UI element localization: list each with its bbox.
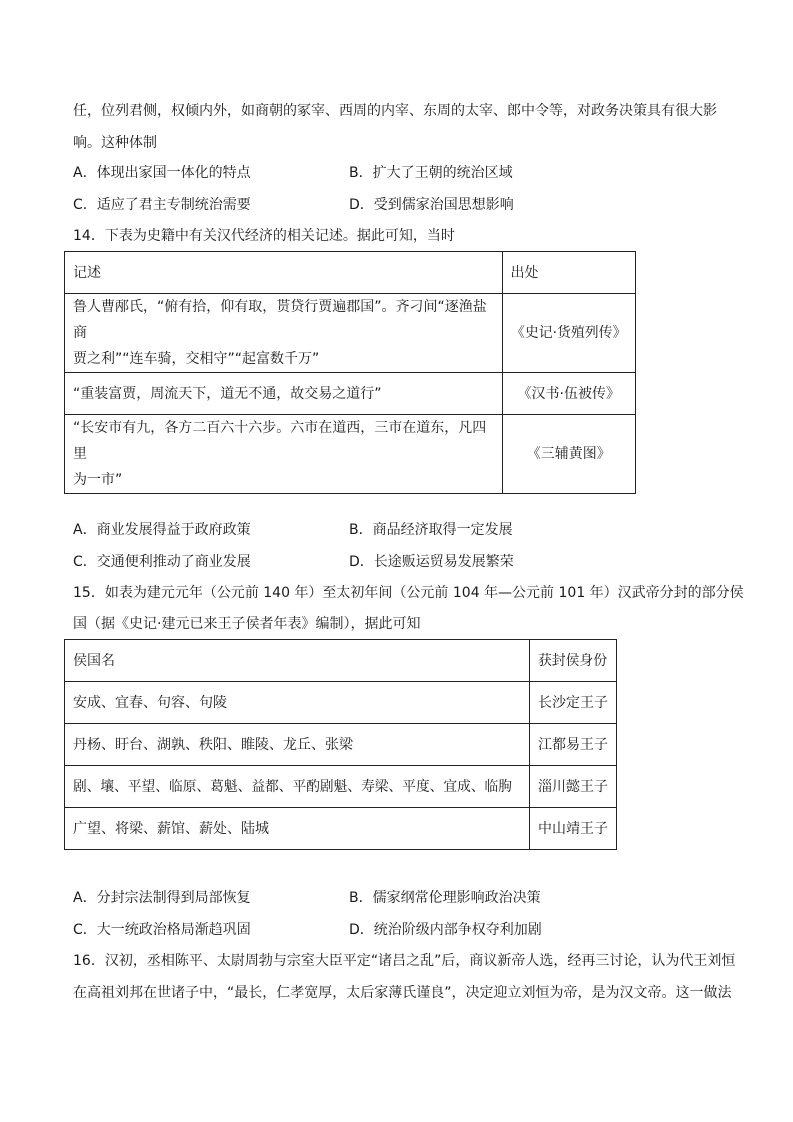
q13-option-a: A．体现出家国一体化的特点 [73,165,251,181]
table-header-cell: 记述 [65,252,503,294]
q13-option-c: C．适应了君主专制统治需要 [73,197,251,213]
q15-stem-line2: 国（据《史记·建元已来王子侯者年表》编制），据此可知 [73,616,421,632]
q15-option-d: D．统治阶级内部争权夺利加剧 [349,922,542,938]
table-header-cell: 出处 [502,252,635,294]
table-cell: 《史记·货殖列传》 [502,294,635,373]
table-row [65,682,617,724]
q13-stem-line2: 响。这种体制 [73,135,157,151]
table-cell: 《三辅黄图》 [502,415,635,494]
q15-table [64,639,617,850]
table-header-cell: 侯国名 [65,640,530,682]
table-cell: 长沙定王子 [530,682,617,724]
table-row [65,415,636,494]
q15-option-c: C．大一统政治格局渐趋巩固 [73,922,251,938]
table-cell [65,294,503,373]
table-header-row [65,252,636,294]
table-cell: 安成、宜春、句容、句陵 [65,682,530,724]
table-row [65,294,636,373]
q15-option-b: B．儒家纲常伦理影响政治决策 [349,890,541,906]
cell-line: 为一市” [73,472,123,488]
table-cell: 丹杨、盱台、湖孰、秩阳、睢陵、龙丘、张梁 [65,724,530,766]
table-cell: 中山靖王子 [530,808,617,850]
q13-option-d: D．受到儒家治国思想影响 [349,197,514,213]
table-cell: “重装富贾，周流天下，道无不通，故交易之道行” [65,373,503,415]
table-cell: 广望、将梁、薪馆、薪处、陆城 [65,808,530,850]
q14-option-c: C．交通便利推动了商业发展 [73,554,251,570]
q15-option-a: A．分封宗法制得到局部恢复 [73,890,251,906]
table-row [65,766,617,808]
q16-stem-line2: 在高祖刘邦在世诸子中，“最长，仁孝宽厚，太后家薄氏谨良”，决定迎立刘恒为帝，是为汉文帝。这一做法 [73,985,732,1001]
q13-option-b: B．扩大了王朝的统治区域 [349,165,513,181]
table-row [65,808,617,850]
table-cell: 剧、壤、平望、临原、葛魁、益都、平酌剧魁、寿梁、平度、宜成、临朐 [65,766,530,808]
table-row [65,373,636,415]
q14-option-b: B．商品经济取得一定发展 [349,522,513,538]
table-cell [65,415,503,494]
cell-line: 鲁人曹邴氏，“俯有拾，仰有取，贳贷行贾遍郡国”。齐刁间“逐渔盐商 [73,299,487,341]
table-header-cell: 获封侯身份 [530,640,617,682]
table-header-row [65,640,617,682]
q14-option-a: A．商业发展得益于政府政策 [73,522,251,538]
table-row [65,724,617,766]
table-cell: 《汉书·伍被传》 [502,373,635,415]
table-cell: 江都易王子 [530,724,617,766]
q13-stem-line1: 任，位列君侧，权倾内外，如商朝的冢宰、西周的内宰、东周的太宰、郎中令等，对政务决策具有很大影 [73,103,717,119]
q14-option-d: D．长途贩运贸易发展繁荣 [349,554,514,570]
q16-stem-line1: 16．汉初，丞相陈平、太尉周勃与宗室大臣平定“诸吕之乱”后，商议新帝人选，经再三讨论，认为代王刘恒 [73,953,736,969]
q14-table [64,251,636,494]
table-cell: 淄川懿王子 [530,766,617,808]
q14-stem: 14．下表为史籍中有关汉代经济的相关记述。据此可知，当时 [73,228,455,244]
q15-stem-line1: 15．如表为建元元年（公元前 140 年）至太初年间（公元前 104 年—公元前 101 年）汉武帝分封的部分侯 [73,585,744,601]
cell-line: 贾之利”“连车骑，交相守”“起富数千万” [73,351,320,367]
cell-line: “长安市有九，各方二百六十六步。六市在道西，三市在道东，凡四里 [73,420,487,462]
